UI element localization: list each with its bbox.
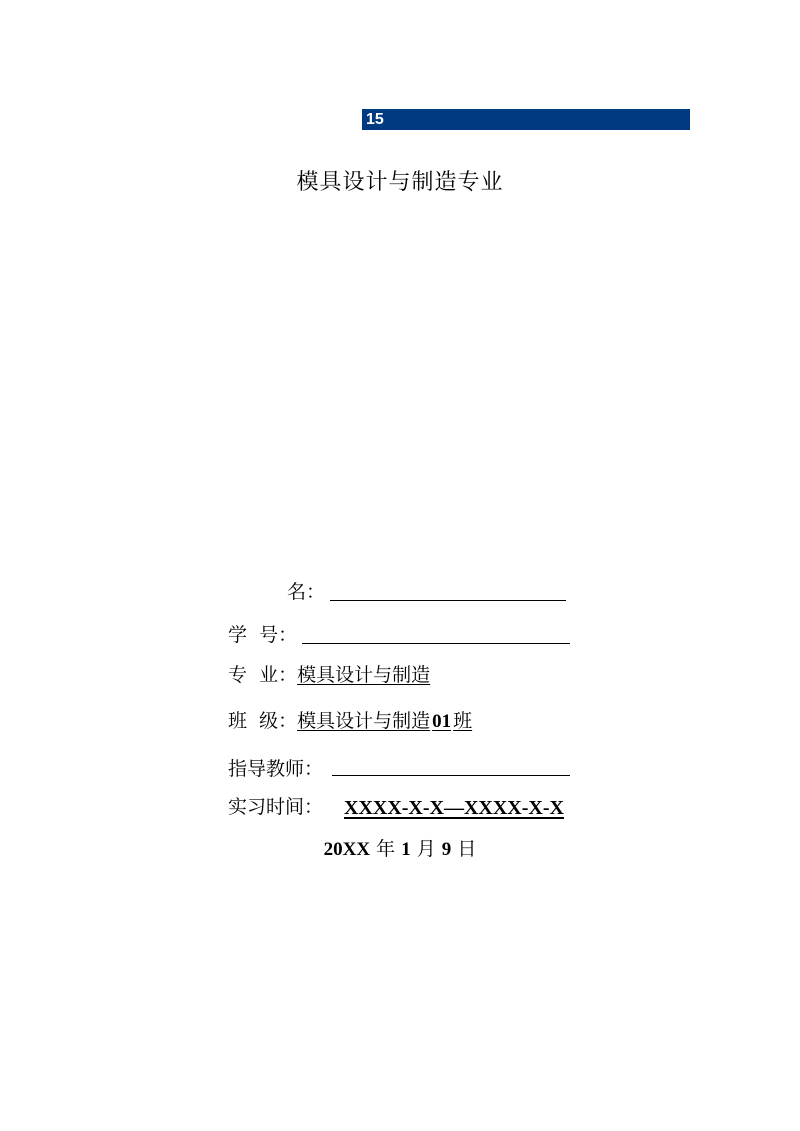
major-value: 模具设计与制造 — [297, 664, 431, 686]
name-row — [287, 579, 325, 605]
date-day: 9 — [441, 839, 452, 860]
period-label: 实习时间： — [228, 796, 324, 818]
header-number: 15 — [366, 111, 384, 128]
class-value-suffix: 班 — [453, 710, 473, 732]
date-line — [0, 836, 800, 863]
major-row — [228, 662, 430, 688]
student-id-row — [228, 622, 297, 648]
class-value-prefix: 模具设计与制造 — [297, 710, 431, 732]
advisor-row — [228, 756, 323, 782]
date-year-char: 年 — [376, 838, 396, 860]
header-bar — [362, 109, 690, 130]
name-label: 名： — [287, 581, 326, 603]
period-value: XXXX-X-X—XXXX-X-X — [344, 797, 564, 819]
date-day-char: 日 — [457, 838, 477, 860]
class-value — [297, 710, 472, 732]
class-label: 班 级： — [228, 710, 298, 732]
class-row — [228, 708, 472, 735]
period-row — [228, 794, 323, 820]
document-title: 模具设计与制造专业 — [296, 170, 504, 195]
date-year: 20XX — [323, 839, 371, 860]
advisor-blank — [332, 775, 570, 776]
date-month-char: 月 — [416, 838, 436, 860]
student-id-blank — [302, 643, 570, 644]
date-month: 1 — [401, 839, 411, 860]
class-value-number: 01 — [432, 711, 452, 732]
student-id-label: 学 号： — [228, 624, 298, 646]
advisor-label: 指导教师： — [228, 758, 324, 780]
major-label: 专 业： — [228, 664, 298, 686]
name-blank — [330, 600, 566, 601]
